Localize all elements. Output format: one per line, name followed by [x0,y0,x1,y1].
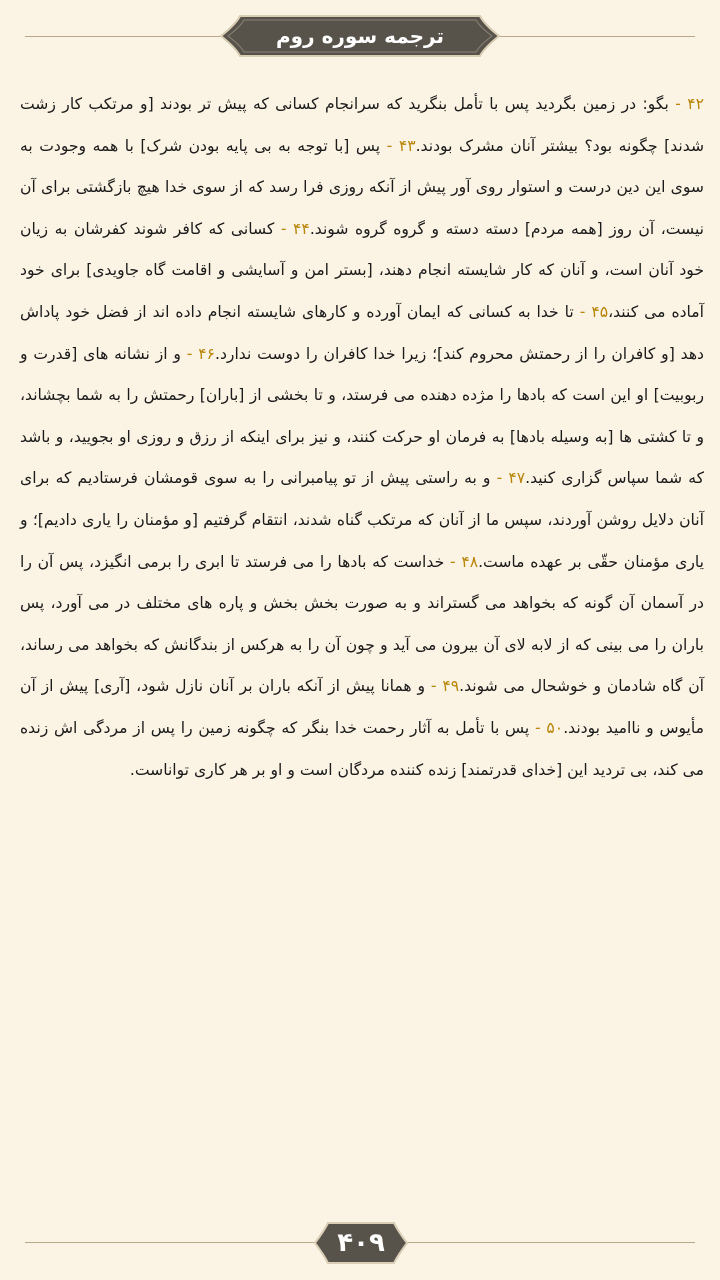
verse-number: ۵۰ - [529,718,564,737]
verse-text: و به راستی پیش از تو پیامبرانی را به سوی قومشان فرستادیم که برای آنان دلایل روشن آوردند، سپس ما از آنان که مرتکب گناه شدند، انتقام گرفتیم [و مؤمنان را یاری دادیم]؛ و یاری مؤمنان حقّی بر عهده ماست. [20,469,704,571]
verse-number: ۴۴ - [274,219,310,238]
verse-text: بگو: در زمین بگردید پس با تأمل بنگرید که سرانجام کسانی که پیش تر بودند [و مرتکب کار زشت شدند] چگونه بود؟ بیشتر آنان مشرک بودند. [20,95,705,155]
verse-text: پس با تأمل به آثار رحمت خدا بنگر که چگونه زمین را پس از مردگی اش زنده می کند، بی تردید این [خدای قدرتمند] زنده کننده مردگان است و او بر هر کاری تواناست. [20,718,704,779]
page-number-badge [312,1220,410,1266]
verse-text: کسانی که کافر شوند کفرشان به زیان خود آنان است، و آنان که کار شایسته انجام دهند، [بستر امن و آسایشی و اقامت گاه جاویدی] برای خود آماده می کنند، [20,219,704,321]
verse-number: ۴۲ - [668,95,704,113]
verse-number: ۴۷ - [490,469,526,488]
verse-text: خداست که بادها را می فرستد تا ابری را برمی انگیزد، پس آن را در آسمان آن گونه که بخواهد می گستراند و به صورت بخش بخش و پاره های مختلف در می آورد، پس باران را می بینی که از لابه لای آن بیرون می آید و چون آن را به هرکس از بندگانش که بخواهد می رساند، آن گاه شادمان و خوشحال می شوند. [20,552,704,696]
verse-text: و از نشانه های [قدرت و ربوبیت] او این است که بادها را مژده دهنده می فرستد، و تا بخشی از [باران] رحمتش را به شما بچشاند، و تا کشتی ها [به وسیله بادها] به فرمان او حرکت کنند، و نیز برای اینکه از رزق و روزی او بجویید، و باشد که شما سپاس گزاری کنید. [20,344,704,488]
page-number: ۴۰۹ [337,1228,385,1258]
translation-text [20,84,704,791]
verse-number: ۴۸ - [444,552,479,571]
verse-number: ۴۵ - [573,302,609,321]
verse-text: تا خدا به کسانی که ایمان آورده و کارهای شایسته انجام داده اند از فضل خود پاداش دهد [و کافران را از رحمتش محروم کند]؛ زیرا خدا کافران را دوست ندارد. [20,302,704,363]
verse-number: ۴۶ - [180,344,216,363]
title-badge [218,13,502,59]
translation-paragraph [20,84,704,791]
verse-text: و همانا پیش از آنکه باران بر آنان نازل شود، [آری] پیش از آن مأیوس و ناامید بودند. [20,677,704,737]
verse-text: پس [با توجه به بی پایه بودن شرک] با همه وجودت به سوی این دین درست و استوار روی آور پیش از آنکه روزی فرا رسد که از سوی خدا هیچ بازگشتی برای آن نیست، آن روز [همه مردم] دسته دسته و گروه گروه شوند. [20,136,704,238]
page-title: ترجمه سوره روم [276,24,444,48]
verse-number: ۴۳ - [380,136,416,155]
verse-number: ۴۹ - [425,677,460,696]
